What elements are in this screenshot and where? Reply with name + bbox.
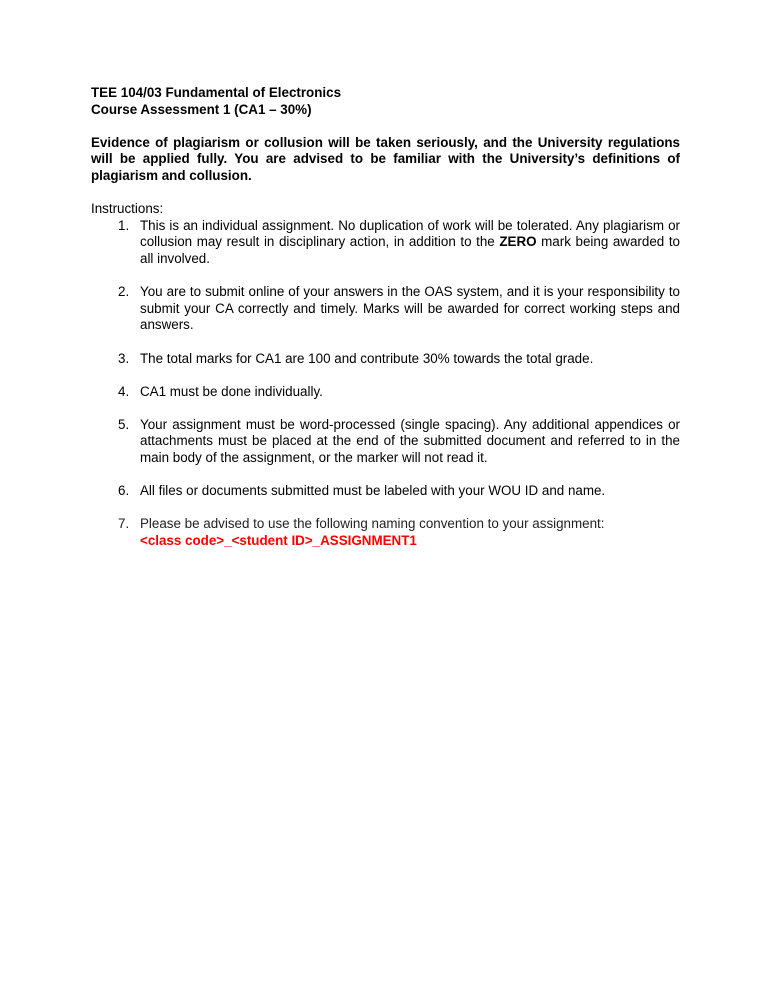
instruction-item-4 [91,384,680,401]
naming-convention: <class code>_<student ID>_ASSIGNMENT1 [140,533,417,549]
document-page [91,85,680,566]
instruction-item-7 [91,516,680,549]
item-number: 3. [118,350,130,366]
course-title: TEE 104/03 Fundamental of Electronics [91,85,342,100]
item-number: 7. [118,516,130,532]
item-text: All files or documents submitted must be labeled with your WOU ID and name. [140,483,606,499]
item-number: 6. [118,483,130,499]
item-number: 2. [118,284,130,300]
item-text: CA1 must be done individually. [140,383,323,399]
item-text: This is an individual assignment. No duplication of work will be tolerated. Any plagiarism or collusion may result in disciplinary action, in addition to the [140,217,680,250]
instruction-item-5 [91,417,680,467]
instruction-item-1 [91,218,680,268]
instruction-item-2 [91,284,680,334]
item-text: Please be advised to use the following naming convention to your assignment: [140,516,605,532]
item-text: mark being awarded to all involved. [140,234,680,266]
item-number: 4. [118,383,130,399]
item-text: The total marks for CA1 are 100 and contribute 30% towards the total grade. [140,350,594,366]
item-text: You are to submit online of your answers in the OAS system, and it is your responsibility to submit your CA correctly and timely. Marks will be awarded for correct working steps and answers. [140,284,680,333]
instruction-item-6 [91,483,680,500]
zero-emphasis: ZERO [499,234,537,250]
instruction-item-3 [91,351,680,368]
instructions-list [91,218,680,550]
plagiarism-warning: Evidence of plagiarism or collusion will be taken seriously, and the University regulations will be applied fully. You are advised to be familiar with the University’s definitions of plagiarism and collusion. [91,134,680,183]
item-text: Your assignment must be word-processed (single spacing). Any additional appendices or attachments must be placed at the end of the submitted document and referred to in the main body of the assignment, or the marker will not read it. [140,416,680,466]
instructions-label: Instructions: [91,201,164,217]
assessment-title: Course Assessment 1 (CA1 – 30%) [91,101,312,117]
item-number: 1. [118,217,130,233]
item-number: 5. [118,416,130,432]
